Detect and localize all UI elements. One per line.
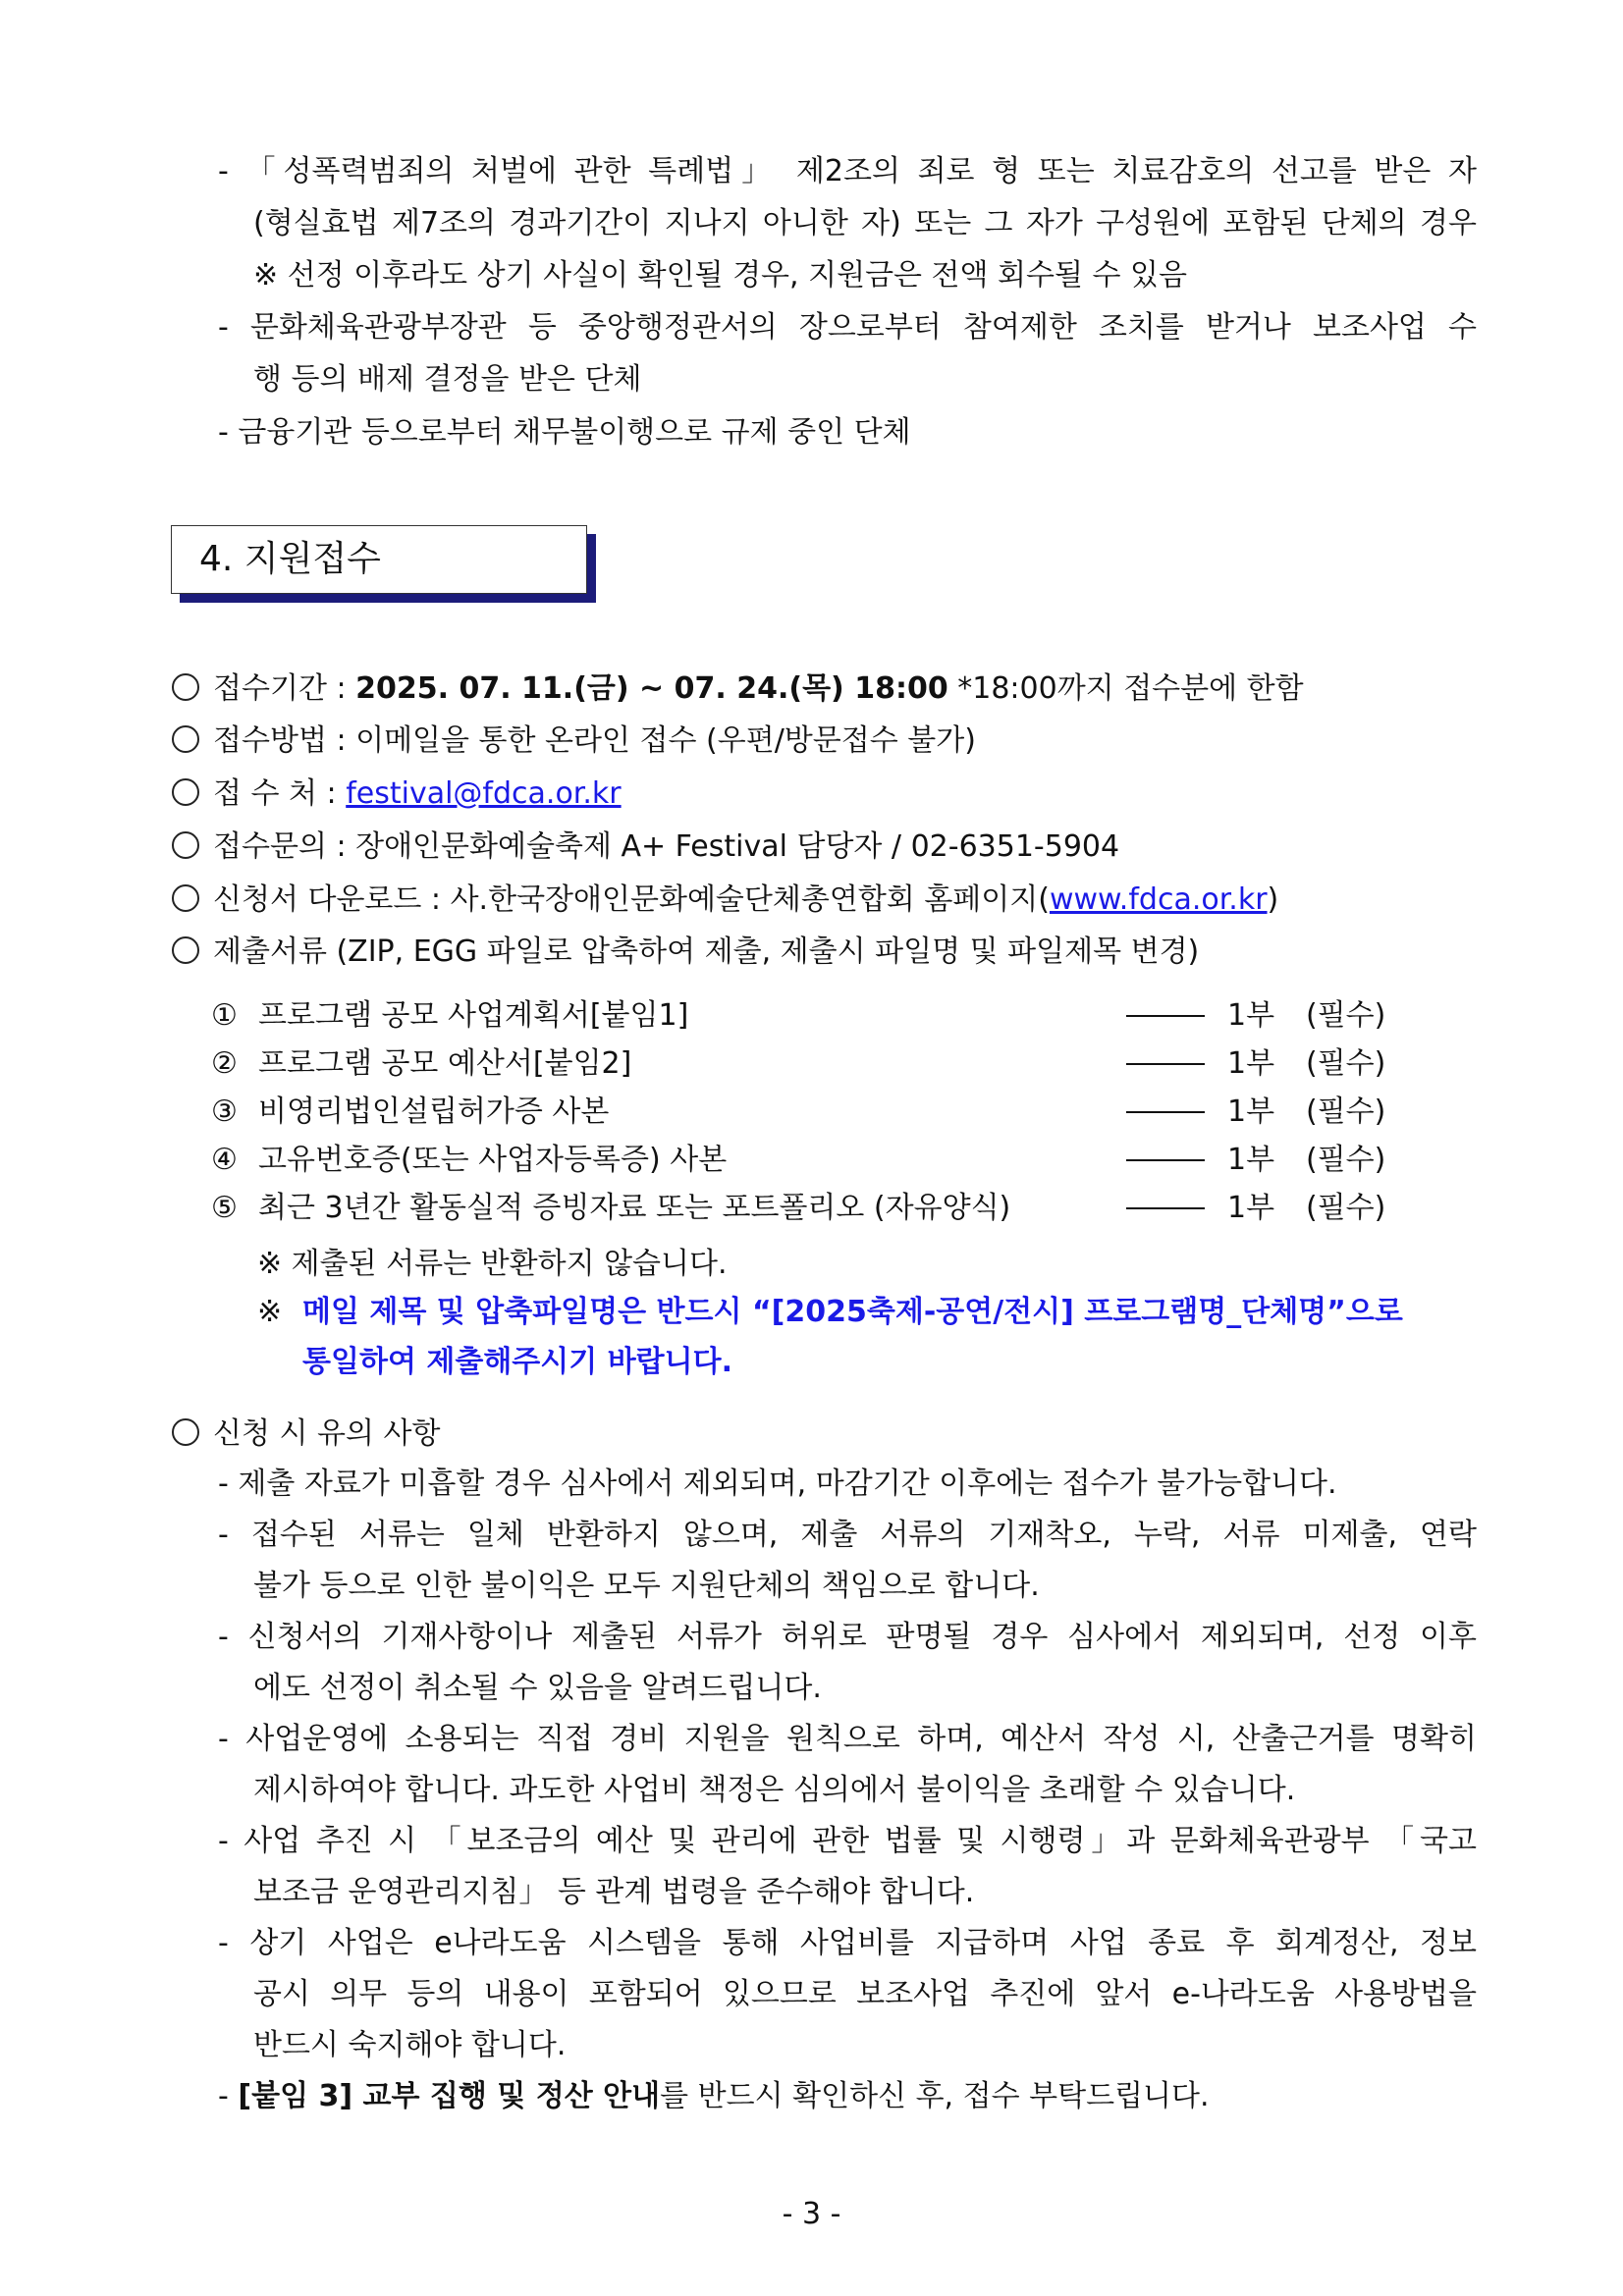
inquiry-text: 접수문의 : 장애인문화예술축제 A+ Festival 담당자 / 02-6351-5904 <box>213 829 1120 864</box>
document-number: ⑤ <box>211 1191 238 1225</box>
caution-line: - 접수된 서류는 일체 반환하지 않으며, 제출 서류의 기재착오, 누락, 서류 미제출, 연락 <box>218 1518 1477 1552</box>
document-number: ④ <box>211 1143 238 1177</box>
no-return-note: ※ 제출된 서류는 반환하지 않습니다. <box>257 1247 728 1281</box>
caution-line: 불가 등으로 인한 불이익은 모두 지원단체의 책임으로 합니다. <box>253 1569 1040 1603</box>
caution-line: - 신청서의 기재사항이나 제출된 서류가 허위로 판명될 경우 심사에서 제외되며, 선정 이후 <box>218 1620 1477 1654</box>
document-qty: 1부 <box>1227 998 1275 1033</box>
circle-bullet-icon <box>172 778 199 806</box>
document-name: 프로그램 공모 사업계획서[붙임1] <box>258 998 689 1033</box>
mail-rule-line-1: 메일 제목 및 압축파일명은 반드시 “[2025축제-공연/전시] 프로그램명_단체명”으로 <box>302 1295 1403 1329</box>
document-required: (필수) <box>1306 1095 1386 1129</box>
eligibility-item-2-cont: 행 등의 배제 결정을 받은 단체 <box>253 362 642 397</box>
leader-line <box>1126 1111 1205 1113</box>
caution-last-prefix: - <box>218 2079 239 2113</box>
document-required: (필수) <box>1306 1143 1386 1177</box>
document-name: 비영리법인설립허가증 사본 <box>258 1095 610 1129</box>
document-qty: 1부 <box>1227 1046 1275 1081</box>
document-number: ③ <box>211 1095 238 1129</box>
receiver-row <box>172 774 622 814</box>
circle-bullet-icon <box>172 725 199 753</box>
document-qty: 1부 <box>1227 1143 1275 1177</box>
document-name: 고유번호증(또는 사업자등록증) 사본 <box>258 1143 728 1177</box>
caution-line: - 제출 자료가 미흡할 경우 심사에서 제외되며, 마감기간 이후에는 접수가 불가능합니다. <box>218 1467 1337 1501</box>
caution-line: 반드시 숙지해야 합니다. <box>253 2028 567 2062</box>
caution-line: 에도 선정이 취소될 수 있음을 알려드립니다. <box>253 1671 822 1705</box>
caution-last-rest: 를 반드시 확인하신 후, 접수 부탁드립니다. <box>660 2079 1210 2113</box>
leader-line <box>1126 1063 1205 1065</box>
docs-row <box>172 933 1199 972</box>
mail-mark: ※ <box>257 1295 283 1329</box>
eligibility-item-2: - 문화체육관광부장관 등 중앙행정관서의 장으로부터 참여제한 조치를 받거나 보조사업 수 <box>218 310 1477 345</box>
document-qty: 1부 <box>1227 1191 1275 1225</box>
eligibility-item-1: - 「성폭력범죄의 처벌에 관한 특례법」 제2조의 죄로 형 또는 치료감호의 선고를 받은 자 <box>218 154 1477 188</box>
method-text: 접수방법 : 이메일을 통한 온라인 접수 (우편/방문접수 불가) <box>213 723 976 758</box>
caution-line: - 사업 추진 시 「보조금의 예산 및 관리에 관한 법률 및 시행령」과 문화체육관광부 「국고 <box>218 1824 1477 1858</box>
caution-line: 공시 의무 등의 내용이 포함되어 있으므로 보조사업 추진에 앞서 e-나라도움 사용방법을 <box>253 1977 1477 2011</box>
document-name: 최근 3년간 활동실적 증빙자료 또는 포트폴리오 (자유양식) <box>258 1191 1011 1225</box>
document-required: (필수) <box>1306 1191 1386 1225</box>
homepage-link[interactable]: www.fdca.or.kr <box>1049 882 1268 917</box>
caution-line: - 사업운영에 소용되는 직접 경비 지원을 원칙으로 하며, 예산서 작성 시, 산출근거를 명확히 <box>218 1722 1477 1756</box>
eligibility-note: ※ 선정 이후라도 상기 사실이 확인될 경우, 지원금은 전액 회수될 수 있음 <box>253 258 1188 293</box>
caution-last-line <box>218 2077 1210 2116</box>
section-header-box <box>171 525 587 594</box>
email-link[interactable]: festival@fdca.or.kr <box>346 776 622 811</box>
docs-title: 제출서류 (ZIP, EGG 파일로 압축하여 제출, 제출시 파일명 및 파일제목 변경) <box>213 934 1200 969</box>
document-required: (필수) <box>1306 998 1386 1033</box>
document-name: 프로그램 공모 예산서[붙임2] <box>258 1046 632 1081</box>
document-number: ② <box>211 1046 238 1081</box>
caution-line: - 상기 사업은 e나라도움 시스템을 통해 사업비를 지급하며 사업 종료 후 회계정산, 정보 <box>218 1926 1477 1960</box>
download-row <box>172 881 1278 920</box>
document-number: ① <box>211 998 238 1033</box>
attachment-3-reference: [붙임 3] 교부 집행 및 정산 안내 <box>238 2079 661 2113</box>
leader-line <box>1126 1159 1205 1161</box>
period-label: 접수기간 : <box>213 671 347 706</box>
period-note: *18:00까지 접수분에 한함 <box>957 671 1304 706</box>
caution-line: 제시하여야 합니다. 과도한 사업비 책정은 심의에서 불이익을 초래할 수 있습니다. <box>253 1773 1296 1807</box>
download-close: ) <box>1267 882 1279 917</box>
leader-line <box>1126 1015 1205 1017</box>
mail-rule-line-2: 통일하여 제출해주시기 바랍니다. <box>302 1345 733 1379</box>
document-required: (필수) <box>1306 1046 1386 1081</box>
method-row <box>172 721 976 761</box>
circle-bullet-icon <box>172 673 199 701</box>
period-row <box>172 669 1304 709</box>
caution-title: 신청 시 유의 사항 <box>213 1416 441 1451</box>
circle-bullet-icon <box>172 936 199 964</box>
leader-line <box>1126 1207 1205 1209</box>
circle-bullet-icon <box>172 884 199 912</box>
period-value: 2025. 07. 11.(금) ~ 07. 24.(목) 18:00 <box>355 671 948 706</box>
caution-line: 보조금 운영관리지침」 등 관계 법령을 준수해야 합니다. <box>253 1875 975 1909</box>
eligibility-item-3: - 금융기관 등으로부터 채무불이행으로 규제 중인 단체 <box>218 415 911 450</box>
circle-bullet-icon <box>172 1418 199 1446</box>
receiver-label: 접 수 처 : <box>213 776 337 811</box>
circle-bullet-icon <box>172 831 199 859</box>
eligibility-item-1-cont: (형실효법 제7조의 경과기간이 지나지 아니한 자) 또는 그 자가 구성원에 포함된 단체의 경우 <box>253 206 1477 240</box>
download-label: 신청서 다운로드 : 사.한국장애인문화예술단체총연합회 홈페이지( <box>213 882 1050 917</box>
inquiry-row <box>172 828 1119 867</box>
page-number: - 3 - <box>782 2197 841 2231</box>
document-qty: 1부 <box>1227 1095 1275 1129</box>
section-title: 4. 지원접수 <box>199 539 381 579</box>
caution-title-row <box>172 1415 440 1454</box>
